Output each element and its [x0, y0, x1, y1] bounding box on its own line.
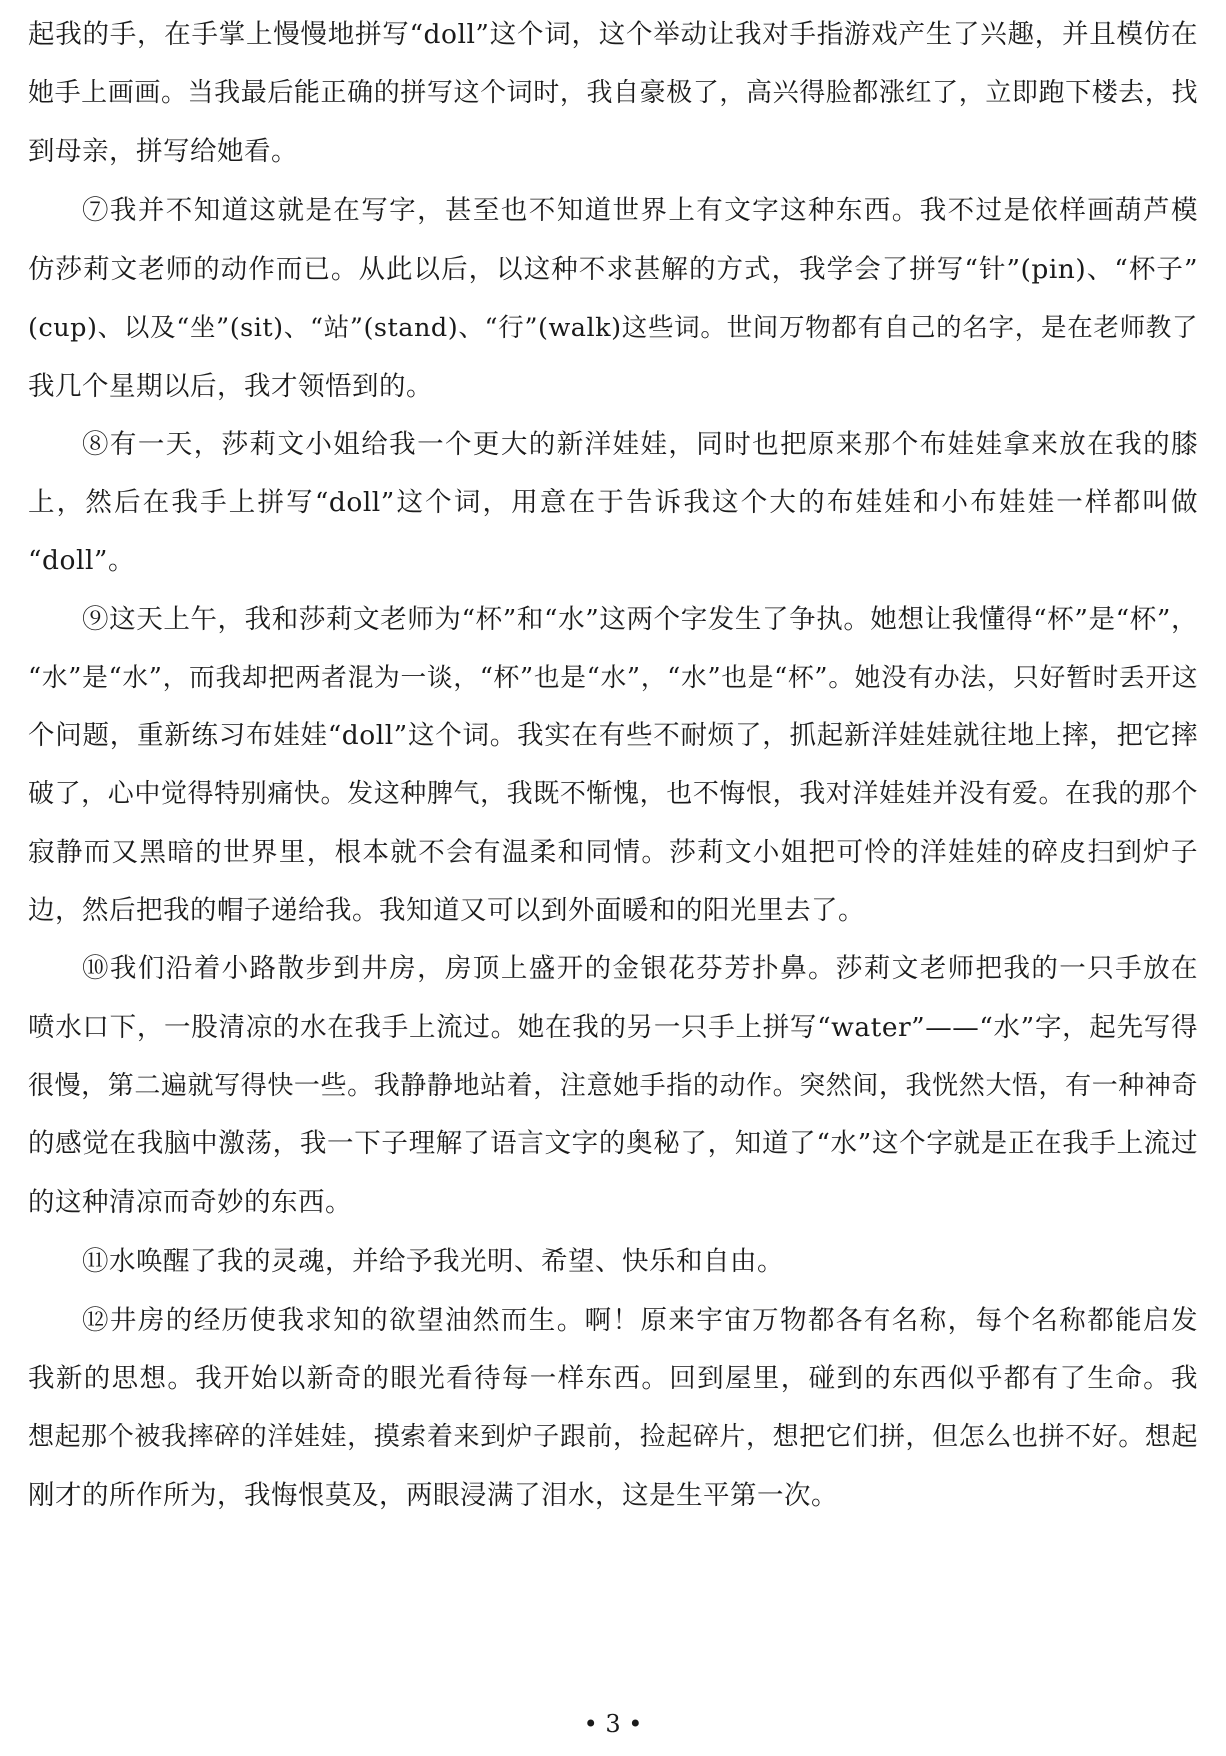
page-number: • 3 •: [583, 1710, 643, 1738]
text-line: “水”是“水”，而我却把两者混为一谈，“杯”也是“水”，“水”也是“杯”。她没有办法，只好暂时丢开这: [28, 663, 1198, 693]
text-line: 破了，心中觉得特别痛快。发这种脾气，我既不惭愧，也不悔恨，我对洋娃娃并没有爱。在我的那个: [28, 779, 1198, 809]
paragraph-8-start: ⑧有一天，莎莉文小姐给我一个更大的新洋娃娃，同时也把原来那个布娃娃拿来放在我的膝: [82, 429, 1198, 460]
text-line: “doll”。: [28, 545, 135, 576]
text-line: 起我的手，在手掌上慢慢地拼写“doll”这个词，这个举动让我对手指游戏产生了兴趣，并且模仿在: [28, 19, 1198, 50]
text-line: 刚才的所作所为，我悔恨莫及，两眼浸满了泪水，这是生平第一次。: [28, 1480, 838, 1511]
text-line: 我几个星期以后，我才领悟到的。: [28, 371, 433, 402]
paragraph-7-start: ⑦我并不知道这就是在写字，甚至也不知道世界上有文字这种东西。我不过是依样画葫芦模: [82, 195, 1198, 226]
text-line: 寂静而又黑暗的世界里，根本就不会有温柔和同情。莎莉文小姐把可怜的洋娃娃的碎皮扫到炉子: [28, 837, 1198, 868]
paragraph-12-start: ⑫井房的经历使我求知的欲望油然而生。啊！原来宇宙万物都各有名称，每个名称都能启发: [82, 1305, 1198, 1336]
text-line: 的感觉在我脑中激荡，我一下子理解了语言文字的奥秘了，知道了“水”这个字就是正在我手上流过: [28, 1128, 1198, 1159]
paragraph-11: ⑪水唤醒了我的灵魂，并给予我光明、希望、快乐和自由。: [82, 1246, 784, 1277]
text-line: 仿莎莉文老师的动作而已。从此以后，以这种不求甚解的方式，我学会了拼写“针”(pin)、“杯子”: [28, 254, 1198, 285]
paragraph-9-start: ⑨这天上午，我和莎莉文老师为“杯”和“水”这两个字发生了争执。她想让我懂得“杯”是“杯”，: [82, 604, 1198, 635]
text-line: 上，然后在我手上拼写“doll”这个词，用意在于告诉我这个大的布娃娃和小布娃娃一样都叫做: [28, 487, 1198, 518]
text-line: 到母亲，拼写给她看。: [28, 136, 298, 167]
paragraph-10-start: ⑩我们沿着小路散步到井房，房顶上盛开的金银花芬芳扑鼻。莎莉文老师把我的一只手放在: [82, 953, 1198, 984]
text-line: 的这种清凉而奇妙的东西。: [28, 1187, 352, 1218]
text-line: 喷水口下，一股清凉的水在我手上流过。她在我的另一只手上拼写“water”——“水”字，起先写得: [28, 1012, 1198, 1043]
text-line: 想起那个被我摔碎的洋娃娃，摸索着来到炉子跟前，捡起碎片，想把它们拼，但怎么也拼不好。想起: [28, 1422, 1198, 1452]
text-line: 我新的思想。我开始以新奇的眼光看待每一样东西。回到屋里，碰到的东西似乎都有了生命。我: [28, 1363, 1198, 1394]
text-line: 她手上画画。当我最后能正确的拼写这个词时，我自豪极了，高兴得脸都涨红了，立即跑下楼去，找: [28, 78, 1198, 108]
text-line: 个问题，重新练习布娃娃“doll”这个词。我实在有些不耐烦了，抓起新洋娃娃就往地上摔，把它摔: [28, 720, 1198, 751]
text-line: 边，然后把我的帽子递给我。我知道又可以到外面暖和的阳光里去了。: [28, 895, 865, 926]
text-line: (cup)、以及“坐”(sit)、“站”(stand)、“行”(walk)这些词。世间万物都有自己的名字，是在老师教了: [28, 313, 1198, 343]
text-line: 很慢，第二遍就写得快一些。我静静地站着，注意她手指的动作。突然间，我恍然大悟，有一种神奇: [28, 1071, 1198, 1101]
